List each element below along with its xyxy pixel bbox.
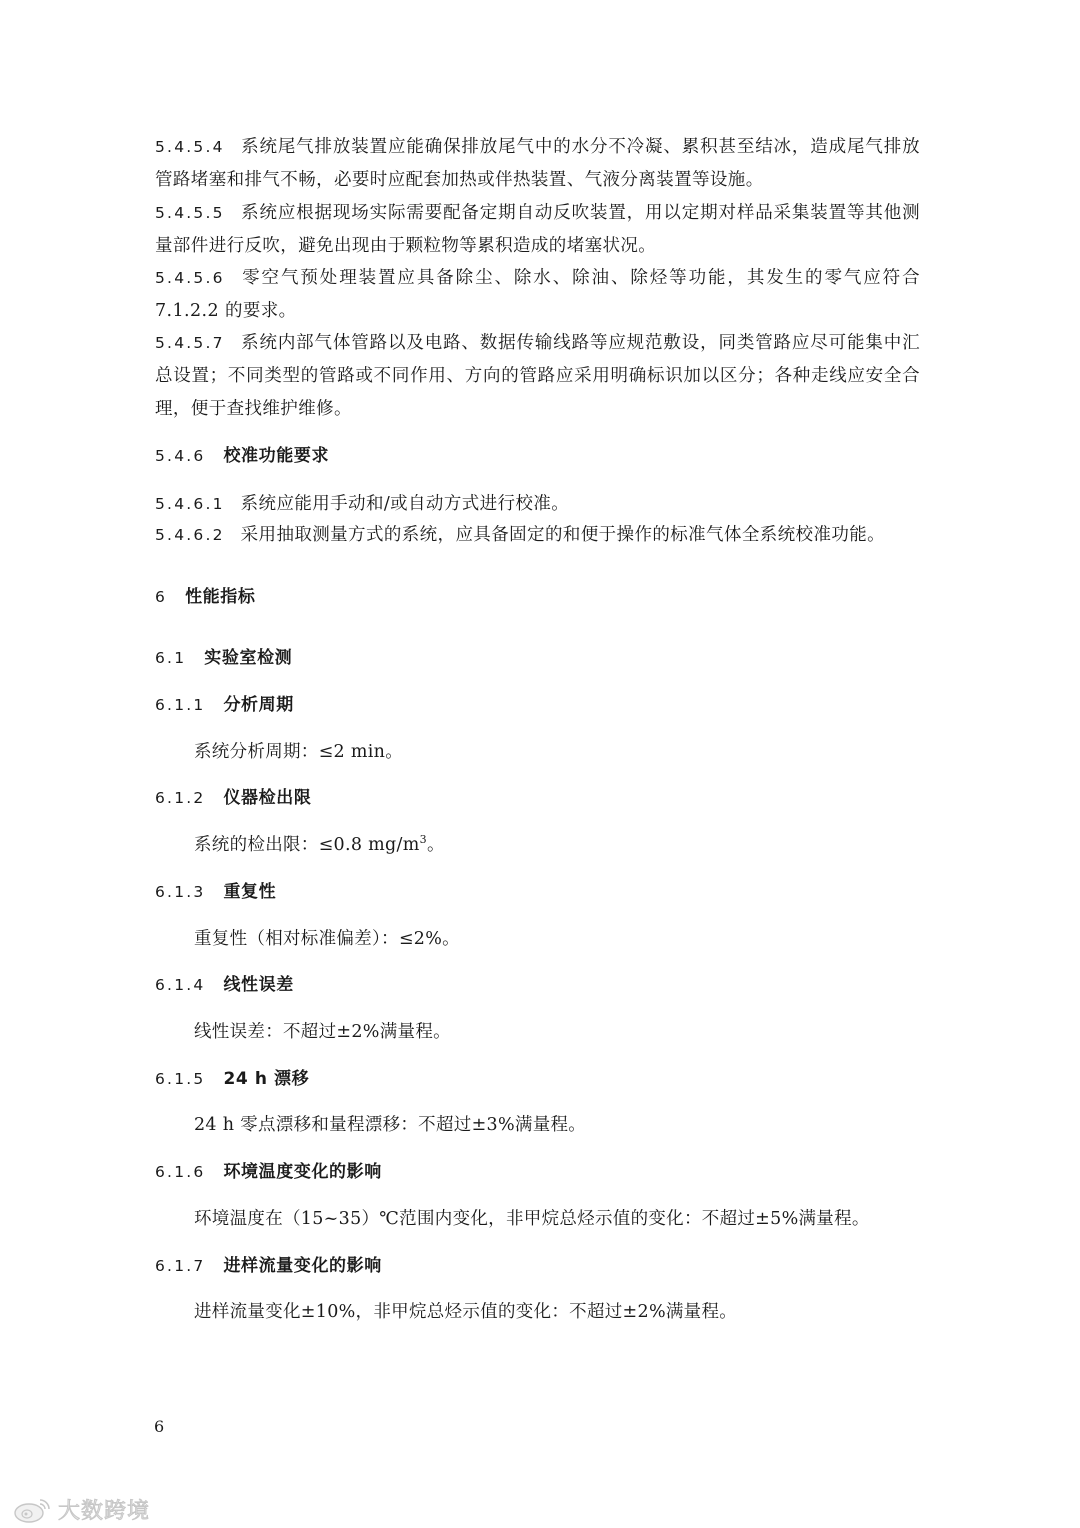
watermark [12, 1494, 150, 1525]
clause-text: 系统尾气排放装置应能确保排放尾气中的水分不冷凝、累积甚至结冰，造成尾气排放管路堵塞和排气不畅，必要时应配套加热或伴热装置、气液分离装置等设施。 [155, 137, 920, 190]
weibo-logo-icon [12, 1497, 52, 1523]
detection-limit-end: 。 [426, 835, 445, 855]
item-text-6-1-7: 进样流量变化±10%，非甲烷总烃示值的变化：不超过±2%满量程。 [194, 1302, 738, 1322]
item-heading-6-1-4 [155, 972, 294, 998]
item-number: 6.1.7 [155, 1257, 206, 1275]
item-heading-6-1-1 [155, 692, 294, 718]
watermark-text: 大数跨境 [58, 1499, 151, 1524]
clause-5-4-5-7 [155, 327, 920, 426]
clause-number: 5.4.6.2 [155, 526, 225, 544]
clause-number: 5.4.5.4 [155, 138, 225, 156]
item-number: 6.1.6 [155, 1163, 206, 1181]
unit-superscript: 3 [419, 833, 427, 847]
item-text-6-1-5: 24 h 零点漂移和量程漂移：不超过±3%满量程。 [194, 1115, 587, 1135]
item-title: 仪器检出限 [223, 788, 312, 808]
clause-number: 5.4.5.7 [155, 334, 225, 352]
clause-text: 系统内部气体管路以及电路、数据传输线路等应规范敷设，同类管路应尽可能集中汇总设置；不同类型的管路或不同作用、方向的管路应采用明确标识加以区分；各种走线应安全合理，便于查找维护维修。 [155, 333, 920, 419]
item-text-6-1-2 [194, 832, 445, 858]
clause-5-4-6-2 [155, 519, 920, 552]
item-heading-6-1-6 [155, 1159, 382, 1185]
section-heading-5-4-6 [155, 443, 329, 469]
item-title: 线性误差 [223, 975, 294, 995]
item-number: 6.1.3 [155, 883, 206, 901]
chapter-heading-6 [155, 584, 255, 610]
clause-text: 系统应能用手动和/或自动方式进行校准。 [240, 494, 570, 514]
item-heading-6-1-2 [155, 785, 311, 811]
item-title: 分析周期 [223, 695, 294, 715]
item-number: 6.1.2 [155, 789, 206, 807]
item-heading-6-1-5 [155, 1066, 309, 1092]
item-heading-6-1-3 [155, 879, 276, 905]
chapter-title: 性能指标 [185, 587, 256, 607]
detection-limit-text: 系统的检出限：≤0.8 mg/m [194, 835, 420, 855]
chapter-number: 6 [155, 588, 168, 606]
item-number: 6.1.1 [155, 696, 206, 714]
item-title: 进样流量变化的影响 [223, 1256, 382, 1276]
clause-5-4-5-5 [155, 197, 920, 263]
item-text-6-1-4: 线性误差：不超过±2%满量程。 [194, 1022, 451, 1042]
item-title: 重复性 [223, 882, 277, 902]
clause-5-4-5-4 [155, 131, 920, 197]
item-heading-6-1-7 [155, 1253, 382, 1279]
item-number: 6.1.4 [155, 976, 206, 994]
clause-5-4-5-6 [155, 262, 920, 328]
section-number: 5.4.6 [155, 447, 206, 465]
item-text-6-1-6: 环境温度在（15~35）℃范围内变化，非甲烷总烃示值的变化：不超过±5%满量程。 [194, 1209, 870, 1229]
clause-text: 系统应根据现场实际需要配备定期自动反吹装置，用以定期对样品采集装置等其他测量部件进行反吹，避免出现由于颗粒物等累积造成的堵塞状况。 [155, 203, 920, 256]
item-title: 环境温度变化的影响 [223, 1162, 382, 1182]
item-text-6-1-3: 重复性（相对标准偏差）：≤2%。 [194, 929, 460, 949]
section-title: 实验室检测 [204, 648, 293, 668]
section-title: 校准功能要求 [223, 446, 330, 466]
item-title: 24 h 漂移 [223, 1069, 310, 1089]
clause-number: 5.4.6.1 [155, 495, 225, 513]
clause-text: 零空气预处理装置应具备除尘、除水、除油、除烃等功能，其发生的零气应符合7.1.2.2 的要求。 [155, 268, 920, 321]
item-number: 6.1.5 [155, 1070, 206, 1088]
clause-5-4-6-1 [155, 488, 920, 521]
section-number: 6.1 [155, 649, 187, 667]
clause-text: 采用抽取测量方式的系统，应具备固定的和便于操作的标准气体全系统校准功能。 [240, 525, 886, 545]
item-text-6-1-1: 系统分析周期：≤2 min。 [194, 742, 404, 762]
section-heading-6-1 [155, 645, 292, 671]
clause-number: 5.4.5.5 [155, 204, 225, 222]
page-number: 6 [154, 1417, 165, 1436]
clause-number: 5.4.5.6 [155, 269, 225, 287]
